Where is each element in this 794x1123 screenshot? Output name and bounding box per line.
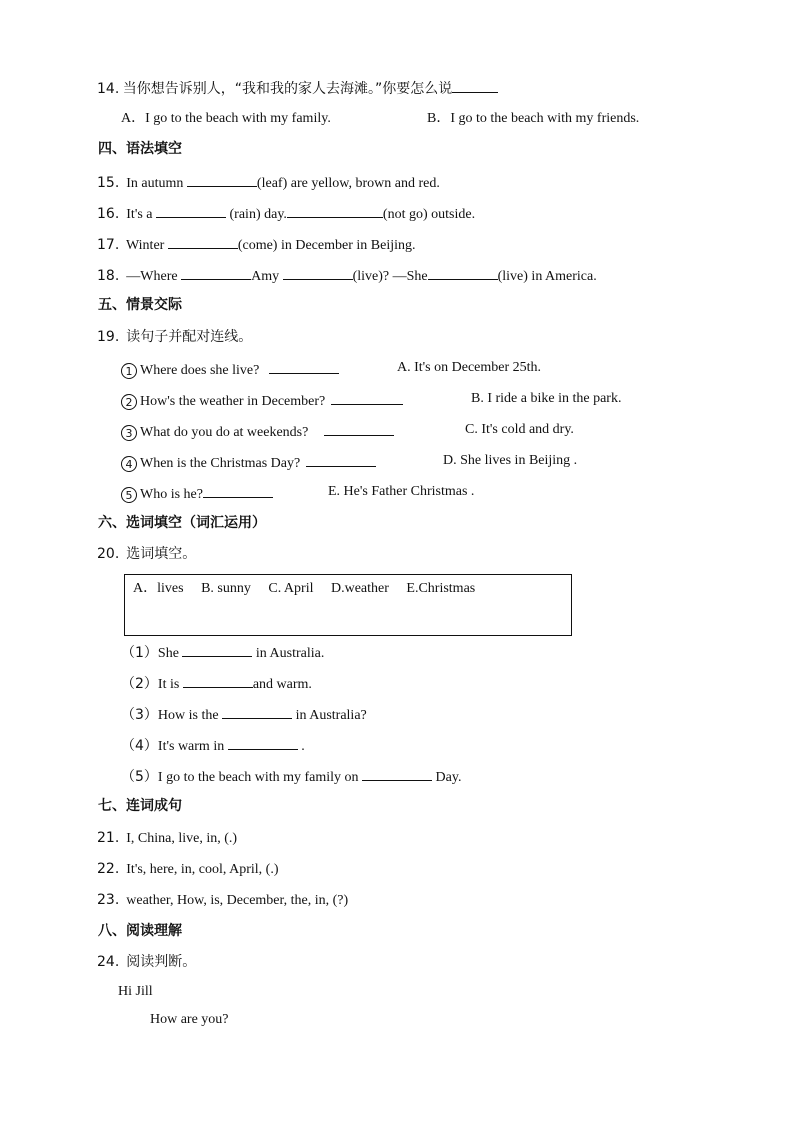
- question-17: [97, 234, 416, 255]
- question-number: 23.: [97, 892, 120, 908]
- match-item-1: [121, 359, 339, 380]
- text: (rain) day.: [229, 207, 287, 222]
- question-text: It's, here, in, cool, April, (.): [126, 862, 279, 877]
- word-option: B. sunny: [201, 581, 251, 596]
- answer-blank[interactable]: [428, 265, 498, 280]
- question-number: 22.: [97, 861, 120, 877]
- text: (live) in America.: [497, 269, 597, 284]
- question-number: 17.: [97, 237, 120, 253]
- match-item-5: [121, 483, 273, 504]
- question-text: 选词填空。: [126, 546, 197, 562]
- question-number: 24.: [97, 954, 120, 970]
- circled-number: 4: [121, 456, 137, 472]
- text: in Australia?: [295, 708, 367, 723]
- answer-blank[interactable]: [183, 673, 253, 688]
- text: (live)? —She: [352, 269, 428, 284]
- word-option: D.weather: [330, 581, 389, 596]
- answer-blank[interactable]: [182, 642, 252, 657]
- text: I go to the beach with my family on: [157, 770, 359, 785]
- match-answer-c: C. It's cold and dry.: [465, 422, 574, 437]
- circled-number: 3: [121, 425, 137, 441]
- question-number: 19.: [97, 329, 120, 345]
- item-number: （3）: [121, 707, 158, 723]
- item-number: （4）: [121, 738, 158, 754]
- match-answer-a: A. It's on December 25th.: [397, 360, 542, 375]
- question-20: [97, 545, 196, 564]
- section-heading-reading: 八、阅读理解: [98, 923, 182, 939]
- answer-blank[interactable]: [269, 359, 339, 374]
- match-item-4: [121, 452, 376, 473]
- question-21: [97, 829, 237, 848]
- match-question: Who is he?: [140, 487, 203, 502]
- question-number: 21.: [97, 830, 120, 846]
- text: (come) in December in Beijing.: [237, 238, 416, 253]
- text: She: [157, 646, 179, 661]
- circled-number: 5: [121, 487, 137, 503]
- section-heading-grammar: 四、语法填空: [98, 141, 182, 157]
- answer-blank[interactable]: [287, 203, 383, 218]
- match-answer-d: D. She lives in Beijing .: [443, 453, 578, 468]
- answer-blank[interactable]: [362, 766, 432, 781]
- text: It's a: [126, 207, 153, 222]
- question-19: [97, 328, 252, 347]
- fill-item-1: [121, 642, 324, 663]
- letter-line: How are you?: [150, 1012, 229, 1027]
- text: in Australia.: [255, 646, 325, 661]
- question-number: 16.: [97, 206, 120, 222]
- question-16: [97, 203, 475, 224]
- word-bank-box: [124, 574, 572, 636]
- question-24: [97, 953, 196, 972]
- question-text: 当你想告诉别人，“我和我的家人去海滩。”你要怎么说: [122, 81, 453, 97]
- circled-number: 2: [121, 394, 137, 410]
- answer-blank[interactable]: [203, 483, 273, 498]
- match-question: Where does she live?: [140, 363, 260, 378]
- text: —Where: [126, 269, 178, 284]
- answer-blank[interactable]: [228, 735, 298, 750]
- match-item-2: [121, 390, 403, 411]
- section-heading-sentence-building: 七、连词成句: [98, 798, 182, 814]
- question-number: 18.: [97, 268, 120, 284]
- answer-blank[interactable]: [452, 78, 498, 93]
- text: .: [301, 739, 305, 754]
- question-15: [97, 172, 440, 193]
- match-question: How's the weather in December?: [140, 394, 326, 409]
- section-heading-word-choice: 六、选词填空（词汇运用）: [98, 515, 266, 531]
- word-option: E.Christmas: [406, 581, 476, 596]
- question-text: 阅读判断。: [126, 954, 197, 970]
- text: It's warm in: [157, 739, 225, 754]
- match-answer-e: E. He's Father Christmas .: [328, 484, 475, 499]
- question-text: 读句子并配对连线。: [126, 329, 253, 345]
- match-question: What do you do at weekends?: [140, 425, 309, 440]
- fill-item-4: [121, 735, 305, 756]
- text: (leaf) are yellow, brown and red.: [256, 176, 440, 191]
- text: Amy: [251, 269, 280, 284]
- fill-item-5: [121, 766, 461, 787]
- answer-blank[interactable]: [306, 452, 376, 467]
- word-bank: [133, 580, 489, 598]
- text: It is: [157, 677, 180, 692]
- question-number: 20.: [97, 546, 120, 562]
- word-option: A．lives: [133, 581, 184, 596]
- answer-blank[interactable]: [324, 421, 394, 436]
- answer-blank[interactable]: [331, 390, 403, 405]
- text: and warm.: [252, 677, 312, 692]
- text: Winter: [126, 238, 165, 253]
- question-text: I, China, live, in, (.): [126, 831, 238, 846]
- text: How is the: [157, 708, 219, 723]
- question-number: 14.: [97, 81, 120, 97]
- item-number: （2）: [121, 676, 158, 692]
- question-text: weather, How, is, December, the, in, (?): [126, 893, 349, 908]
- answer-blank[interactable]: [181, 265, 251, 280]
- question-23: [97, 891, 348, 910]
- option-b: B．I go to the beach with my friends.: [427, 111, 640, 126]
- option-a: A．I go to the beach with my family.: [121, 111, 331, 126]
- question-18: [97, 265, 597, 286]
- question-22: [97, 860, 278, 879]
- item-number: （5）: [121, 769, 158, 785]
- match-answer-b: B. I ride a bike in the park.: [471, 391, 622, 406]
- circled-number: 1: [121, 363, 137, 379]
- answer-blank[interactable]: [168, 234, 238, 249]
- fill-item-3: [121, 704, 367, 725]
- word-option: C. April: [268, 581, 314, 596]
- text: In autumn: [126, 176, 184, 191]
- text: Day.: [435, 770, 462, 785]
- item-number: （1）: [121, 645, 158, 661]
- question-14: [97, 78, 498, 99]
- match-question: When is the Christmas Day?: [140, 456, 301, 471]
- letter-greeting: Hi Jill: [118, 984, 153, 999]
- match-item-3: [121, 421, 394, 442]
- answer-blank[interactable]: [187, 172, 257, 187]
- answer-blank[interactable]: [283, 265, 353, 280]
- section-heading-situational: 五、情景交际: [98, 297, 182, 313]
- fill-item-2: [121, 673, 312, 694]
- answer-blank[interactable]: [156, 203, 226, 218]
- text: (not go) outside.: [382, 207, 476, 222]
- question-number: 15.: [97, 175, 120, 191]
- answer-blank[interactable]: [222, 704, 292, 719]
